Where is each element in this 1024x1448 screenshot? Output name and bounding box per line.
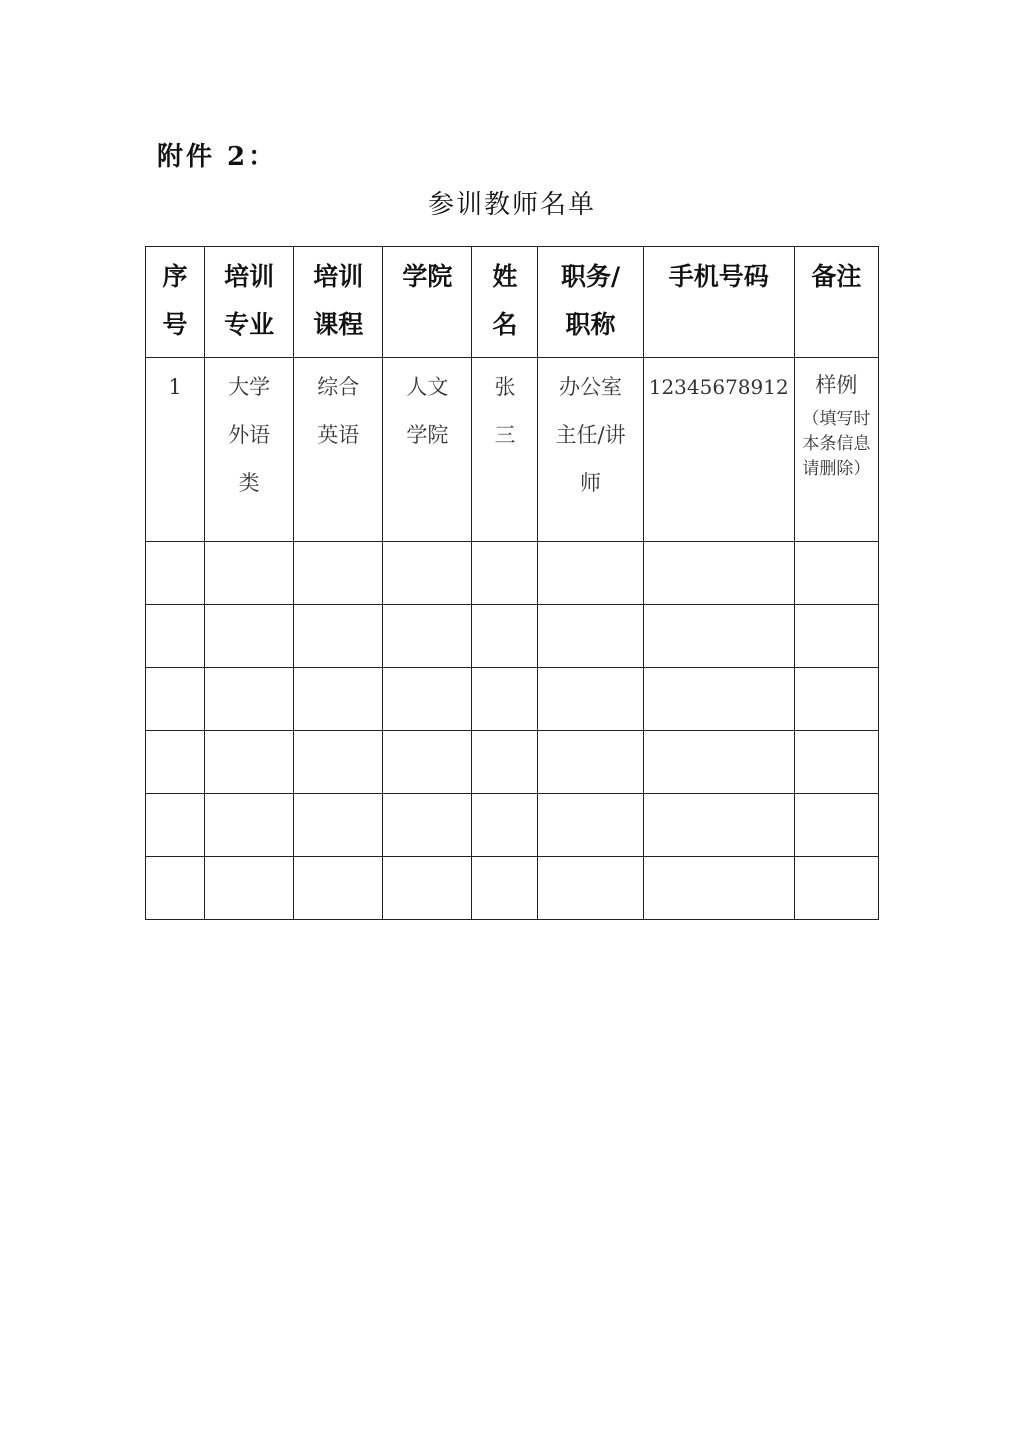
cell-training-major: 大学外语类 (205, 358, 294, 542)
table-row-empty (146, 731, 879, 794)
empty-cell-index (146, 794, 205, 857)
remarks-note: （填写时本条信息请删除） (802, 409, 871, 479)
empty-cell-training-major (205, 794, 294, 857)
empty-cell-training-course (294, 731, 383, 794)
empty-cell-name (472, 542, 538, 605)
cell-name: 张三 (472, 358, 538, 542)
empty-cell-phone (643, 857, 794, 920)
empty-cell-college (383, 668, 472, 731)
empty-cell-position (538, 794, 643, 857)
cell-college: 人文学院 (383, 358, 472, 542)
cell-position: 办公室主任/讲师 (538, 358, 643, 542)
header-training-major: 培训专业 (205, 247, 294, 358)
empty-cell-training-course (294, 542, 383, 605)
table-row-empty (146, 668, 879, 731)
empty-cell-index (146, 857, 205, 920)
empty-cell-phone (643, 605, 794, 668)
empty-cell-remarks (794, 542, 878, 605)
empty-cell-position (538, 857, 643, 920)
header-index: 序号 (146, 247, 205, 358)
attachment-label: 附件 2： (157, 142, 278, 172)
table-row-empty (146, 857, 879, 920)
empty-cell-training-major (205, 731, 294, 794)
empty-cell-index (146, 542, 205, 605)
empty-cell-training-major (205, 857, 294, 920)
empty-cell-phone (643, 731, 794, 794)
table-row-empty (146, 605, 879, 668)
empty-cell-training-major (205, 605, 294, 668)
empty-cell-position (538, 542, 643, 605)
empty-cell-training-major (205, 542, 294, 605)
document-title: 参训教师名单 (427, 190, 596, 220)
header-row (146, 247, 879, 358)
empty-cell-training-course (294, 668, 383, 731)
empty-cell-position (538, 668, 643, 731)
cell-training-course: 综合英语 (294, 358, 383, 542)
table-row-empty (146, 794, 879, 857)
header-position: 职务/职称 (538, 247, 643, 358)
cell-phone: 12345678912 (643, 358, 794, 542)
cell-index: 1 (146, 358, 205, 542)
empty-rows (146, 542, 879, 920)
empty-cell-college (383, 731, 472, 794)
empty-cell-college (383, 794, 472, 857)
empty-cell-training-course (294, 857, 383, 920)
empty-cell-phone (643, 542, 794, 605)
header-training-course: 培训课程 (294, 247, 383, 358)
empty-cell-name (472, 731, 538, 794)
empty-cell-phone (643, 794, 794, 857)
header-college: 学院 (383, 247, 472, 358)
empty-cell-training-course (294, 794, 383, 857)
empty-cell-remarks (794, 794, 878, 857)
empty-cell-remarks (794, 857, 878, 920)
teacher-roster-table (145, 246, 879, 920)
header-remarks: 备注 (794, 247, 878, 358)
empty-cell-index (146, 605, 205, 668)
header-name: 姓名 (472, 247, 538, 358)
empty-cell-remarks (794, 731, 878, 794)
empty-cell-training-course (294, 605, 383, 668)
empty-cell-remarks (794, 605, 878, 668)
empty-cell-college (383, 542, 472, 605)
empty-cell-college (383, 605, 472, 668)
header-phone: 手机号码 (643, 247, 794, 358)
remarks-label: 样例 (815, 373, 858, 397)
table-row-sample (146, 358, 879, 542)
empty-cell-position (538, 605, 643, 668)
cell-remarks (794, 358, 878, 542)
empty-cell-name (472, 605, 538, 668)
empty-cell-name (472, 668, 538, 731)
empty-cell-training-major (205, 668, 294, 731)
empty-cell-position (538, 731, 643, 794)
empty-cell-index (146, 731, 205, 794)
empty-cell-college (383, 857, 472, 920)
empty-cell-remarks (794, 668, 878, 731)
empty-cell-index (146, 668, 205, 731)
empty-cell-name (472, 794, 538, 857)
table-row-empty (146, 542, 879, 605)
empty-cell-name (472, 857, 538, 920)
empty-cell-phone (643, 668, 794, 731)
